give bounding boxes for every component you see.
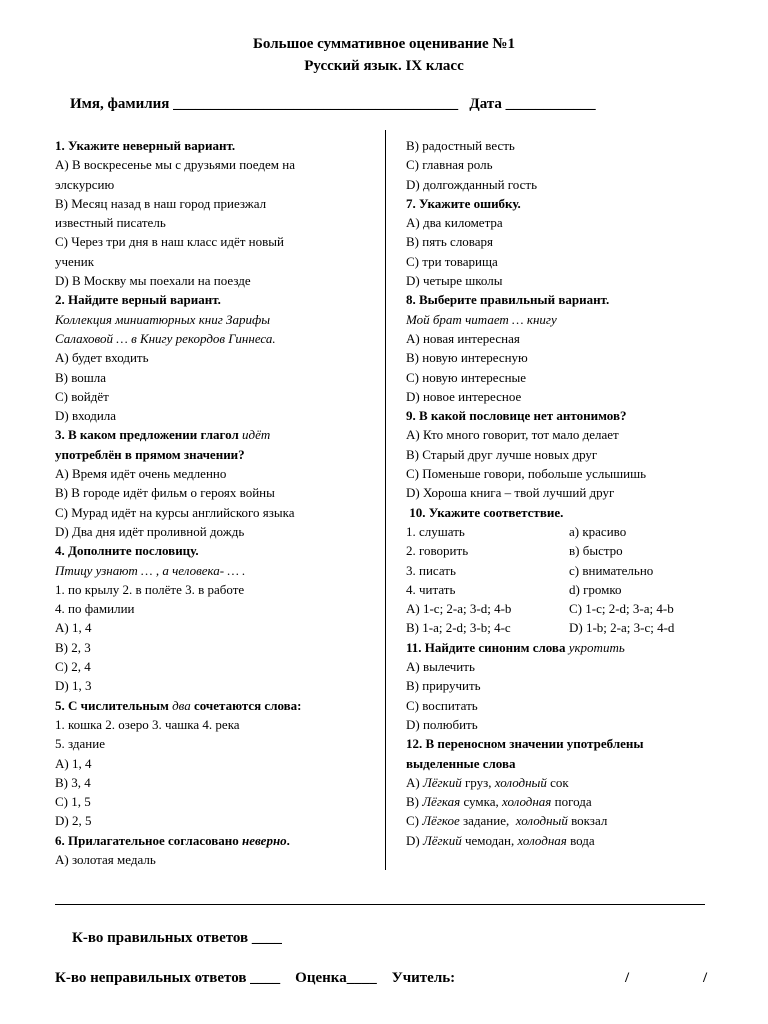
q12d-w1: Лёгкий <box>422 832 462 848</box>
q7-option-d: D) четыре школы <box>406 273 503 289</box>
q12-option-c <box>406 811 726 830</box>
name-field[interactable]: ______________________________________ <box>173 96 459 112</box>
q11-option-d: D) полюбить <box>406 716 478 732</box>
q1-option-d: D) В Москву мы поехали на поезде <box>55 273 251 289</box>
q3-option-d: D) Два дня идёт проливной дождь <box>55 523 245 539</box>
page-subtitle: Русский язык. IX класс <box>304 58 464 74</box>
question-6 <box>55 831 380 850</box>
q3-option-c: C) Мурад идёт на курсы английского языка <box>55 504 295 520</box>
q10-left-3: 3. писать <box>406 562 456 578</box>
q12b-w3: холодная <box>502 794 552 810</box>
q12c-w2: задание, <box>459 813 516 829</box>
q11-option-a: A) вылечить <box>406 659 475 675</box>
q6-option-a: A) золотая медаль <box>55 851 156 867</box>
column-divider <box>385 130 386 870</box>
q2-text-1: Коллекция миниатюрных книг Зарифы <box>55 311 271 327</box>
q4-option-b: B) 2, 3 <box>55 639 91 655</box>
question-4: 4. Дополните пословицу. <box>55 543 199 559</box>
question-12: 12. В переносном значении употреблены <box>406 736 644 752</box>
q12a-w1: Лёгкий <box>422 774 462 790</box>
q12b-w1: Лёгкая <box>422 794 461 810</box>
q10-right-4: d) громко <box>569 581 622 597</box>
q11-option-b: B) приручить <box>406 678 481 694</box>
q2-option-d: D) входила <box>55 408 117 424</box>
q1-option-c-cont: ученик <box>55 253 95 269</box>
q3-text: 3. В каком предложении глагол <box>55 427 242 443</box>
q6-option-c: C) главная роль <box>406 157 493 173</box>
question-3 <box>55 425 380 444</box>
date-field[interactable]: ____________ <box>505 96 596 112</box>
question-5 <box>55 696 380 715</box>
question-8: 8. Выберите правильный вариант. <box>406 292 610 308</box>
q6-option-d: D) долгожданный гость <box>406 176 538 192</box>
q10-pair-2 <box>406 541 726 560</box>
name-label: Имя, фамилия <box>70 96 170 112</box>
q12c-w4: вокзал <box>567 813 608 829</box>
question-10: 10. Укажите соответствие. <box>406 504 564 520</box>
q12c-prefix: C) <box>406 813 423 829</box>
q11-option-c: C) воспитать <box>406 697 478 713</box>
q12a-prefix: A) <box>406 774 423 790</box>
q8-option-d: D) новое интересное <box>406 388 522 404</box>
q12b-w2: сумка, <box>460 794 502 810</box>
q8-text: Мой брат читает … книгу <box>406 311 557 327</box>
q3-option-b: B) В городе идёт фильм о героях войны <box>55 485 275 501</box>
q8-option-c: C) новую интересные <box>406 369 527 385</box>
q5-option-a: A) 1, 4 <box>55 755 92 771</box>
q10-option-d: D) 1-b; 2-a; 3-c; 4-d <box>569 620 675 636</box>
q12-option-d <box>406 831 726 850</box>
q12d-prefix: D) <box>406 832 423 848</box>
q5-text-post: сочетаются слова: <box>190 697 302 713</box>
question-1: 1. Укажите неверный вариант. <box>55 138 236 153</box>
q10-pair-3 <box>406 561 726 580</box>
name-date-row <box>70 96 710 113</box>
q7-option-a: A) два километра <box>406 215 503 231</box>
q10-right-1: a) красиво <box>569 523 627 539</box>
q6-text-pre: 6. Прилагательное согласовано <box>55 832 243 848</box>
question-9: 9. В какой пословице нет антонимов? <box>406 408 627 424</box>
q4-text: Птицу узнают … , а человека- … . <box>55 562 246 578</box>
q10-option-c: C) 1-c; 2-d; 3-a; 4-b <box>569 601 674 617</box>
q7-option-b: B) пять словаря <box>406 234 494 250</box>
q12-option-a <box>406 773 726 792</box>
q10-option-a: A) 1-c; 2-a; 3-d; 4-b <box>406 601 512 617</box>
q12b-w4: погода <box>551 794 592 810</box>
q12c-w3: холодный <box>515 813 568 829</box>
q2-option-c: C) войдёт <box>55 388 109 404</box>
q9-option-c: C) Поменьше говори, побольше услышишь <box>406 466 647 482</box>
q4-choices-1: 1. по крылу 2. в полёте 3. в работе <box>55 581 245 597</box>
q10-left-1: 1. слушать <box>406 523 465 539</box>
q10-option-b: B) 1-a; 2-d; 3-b; 4-c <box>406 620 511 636</box>
q12d-w4: вода <box>566 832 595 848</box>
q5-choices-1: 1. кошка 2. озеро 3. чашка 4. река <box>55 716 240 732</box>
q5-option-c: C) 1, 5 <box>55 794 91 810</box>
q10-pair-4 <box>406 580 726 599</box>
q12a-w3: холодный <box>494 774 547 790</box>
q12c-w1: Лёгкое <box>422 813 460 829</box>
q10-right-2: в) быстро <box>569 543 623 559</box>
q4-option-c: C) 2, 4 <box>55 659 91 675</box>
left-column <box>55 136 380 869</box>
q5-choices-2: 5. здание <box>55 736 105 752</box>
q1-option-b-cont: известный писатель <box>55 215 166 231</box>
q2-option-a: A) будет входить <box>55 350 149 366</box>
q10-options-bd <box>406 618 726 637</box>
q3-italic-word: идёт <box>242 427 271 443</box>
page-title: Большое суммативное оценивание №1 <box>253 36 515 52</box>
q2-text-2: Салаховой … в Книгу рекордов Гиннеса. <box>55 330 276 346</box>
q12b-prefix: B) <box>406 794 423 810</box>
q8-option-a: A) новая интересная <box>406 330 520 346</box>
q10-left-2: 2. говорить <box>406 543 469 559</box>
q10-pair-1 <box>406 522 726 541</box>
question-12-cont: выделенные слова <box>406 755 516 771</box>
q8-option-b: B) новую интересную <box>406 350 528 366</box>
q1-option-a-cont: элскурсию <box>55 176 115 192</box>
q4-option-d: D) 1, 3 <box>55 678 92 694</box>
q12d-w2: чемодан, <box>461 832 518 848</box>
q9-option-b: B) Старый друг лучше новых друг <box>406 446 598 462</box>
q6-option-b: B) радостный весть <box>406 138 515 153</box>
q9-option-a: A) Кто много говорит, тот мало делает <box>406 427 619 443</box>
correct-answers-count: К-во правильных ответов ____ <box>72 930 282 946</box>
question-3-cont: употреблён в прямом значении? <box>55 446 245 462</box>
q6-text-post: . <box>286 832 290 848</box>
wrong-answers-grade-teacher: К-во неправильных ответов ____ Оценка____ Учитель: <box>55 970 456 986</box>
q1-option-b: B) Месяц назад в наш город приезжал <box>55 195 267 211</box>
date-label: Дата <box>469 96 502 112</box>
question-7: 7. Укажите ошибку. <box>406 195 521 211</box>
q3-option-a: A) Время идёт очень медленно <box>55 466 227 482</box>
q11-text: 11. Найдите синоним слова <box>406 639 569 655</box>
q5-text-pre: 5. С числительным <box>55 697 173 713</box>
right-column <box>406 136 726 850</box>
q1-option-a: A) В воскресенье мы с друзьями поедем на <box>55 157 295 173</box>
q5-italic-word: два <box>172 697 191 713</box>
footer-divider <box>55 904 705 905</box>
q10-right-3: c) внимательно <box>569 562 654 578</box>
q10-options-ac <box>406 599 726 618</box>
q5-option-d: D) 2, 5 <box>55 813 92 829</box>
q12a-w4: сок <box>546 774 569 790</box>
question-11 <box>406 638 726 657</box>
teacher-slash-2: / <box>703 970 708 986</box>
question-2: 2. Найдите верный вариант. <box>55 292 221 308</box>
q7-option-c: C) три товарища <box>406 253 498 269</box>
q12a-w2: груз, <box>461 774 495 790</box>
teacher-slash-1: / <box>625 970 630 986</box>
q2-option-b: B) вошла <box>55 369 107 385</box>
q5-option-b: B) 3, 4 <box>55 774 91 790</box>
q10-left-4: 4. читать <box>406 581 456 597</box>
q12d-w3: холодная <box>517 832 567 848</box>
q6-italic-word: неверно <box>242 832 287 848</box>
q4-option-a: A) 1, 4 <box>55 620 92 636</box>
q11-italic-word: укротить <box>568 639 625 655</box>
q12-option-b <box>406 792 726 811</box>
q1-option-c: C) Через три дня в наш класс идёт новый <box>55 234 284 250</box>
q4-choices-2: 4. по фамилии <box>55 601 135 617</box>
q9-option-d: D) Хороша книга – твой лучший друг <box>406 485 615 501</box>
